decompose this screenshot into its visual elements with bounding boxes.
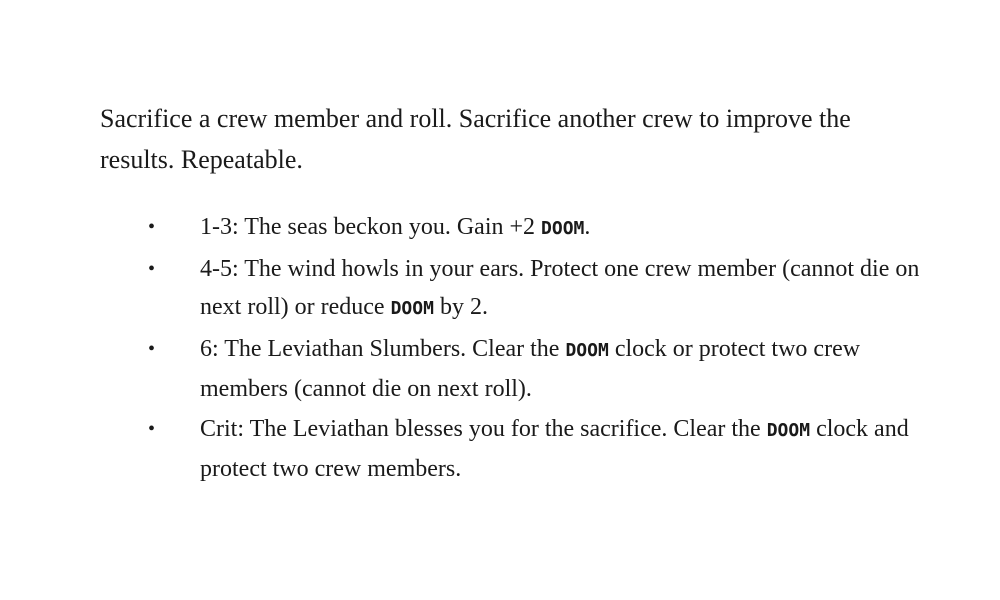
result-text-before: Crit: The Leviathan blesses you for the sacrifice. Clear the	[200, 416, 767, 442]
result-text-after: clock or protect two crew members (cannot die on next roll).	[200, 336, 861, 402]
result-text-before: 1-3: The seas beckon you. Gain +2	[200, 214, 542, 240]
result-text	[200, 410, 940, 488]
roll-results-list	[140, 208, 940, 490]
bullet-icon: •	[148, 216, 156, 238]
result-item-6	[140, 330, 940, 408]
doom-keyword: DOOM	[766, 420, 811, 441]
result-text-after: by 2.	[433, 294, 488, 320]
doom-keyword: DOOM	[565, 340, 609, 361]
result-text-after: .	[584, 214, 591, 240]
result-text	[200, 330, 940, 408]
result-text	[200, 250, 940, 328]
result-item-4-5	[140, 250, 940, 328]
bullet-icon: •	[148, 258, 156, 280]
result-item-1-3	[140, 208, 940, 248]
result-text-before: 6: The Leviathan Slumbers. Clear the	[200, 336, 566, 362]
intro-paragraph: Sacrifice a crew member and roll. Sacrifice another crew to improve the results. Repeatable.	[100, 104, 851, 174]
doom-keyword: DOOM	[541, 218, 585, 239]
bullet-icon: •	[148, 418, 156, 440]
result-text-after: clock and protect two crew members.	[200, 416, 909, 482]
result-item-crit	[140, 410, 940, 488]
bullet-icon: •	[148, 338, 156, 360]
result-text-before: 4-5: The wind howls in your ears. Protect one crew member (cannot die on next roll) or reduce	[200, 256, 920, 320]
result-text	[200, 208, 940, 248]
doom-keyword: DOOM	[390, 298, 434, 319]
